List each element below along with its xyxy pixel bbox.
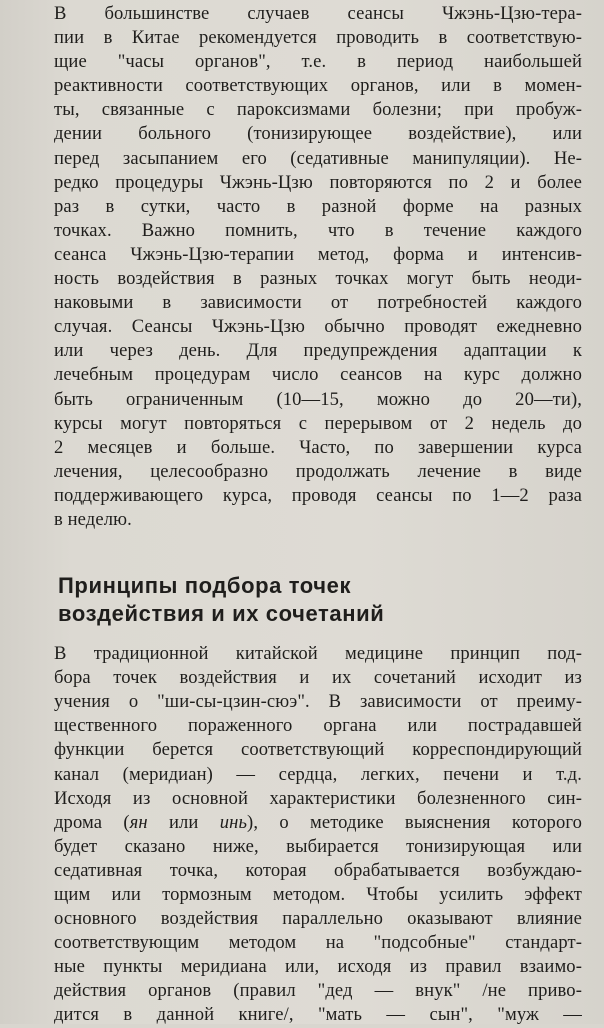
text-line: случая. Сеансы Чжэнь-Цзю обычно проводят ежедневно [54,316,582,338]
text-line: ные пункты меридиана или, исходя из правил взаимо- [54,956,582,978]
text-line: седативная точка, которая обрабатывается возбуждаю- [54,859,582,881]
text-line: поддерживающего курса, проводя сеансы по 1—2 раза [54,484,582,506]
section-heading [54,532,582,628]
text-line: в неделю. [54,508,132,530]
text-line: дится в данной книге/, "мать — сын", "муж — [54,1004,582,1026]
text-line: лечения, целесообразно продолжать лечение в виде [54,460,582,482]
text-line: дении больного (тонизирующее воздействие), или [54,123,582,145]
text-line: В большинстве случаев сеансы Чжэнь-Цзю-тера- [54,3,582,24]
paragraph-sessions [54,0,582,532]
text-line: будет сказано ниже, выбирается тонизирующая или [54,835,582,857]
text-line: функции берется соответствующий корреспондирующий [54,739,582,761]
text-fragment: дрома ( [54,811,130,833]
text-line: ты, связанные с пароксизмами болезни; при пробуж- [54,99,582,121]
text-line: соответствующим методом на "подсобные" стандарт- [54,932,582,954]
text-line: курсы могут повторяться с перерывом от 2 недель до [54,412,582,434]
text-line: лечебным процедурам число сеансов на курс должно [54,364,582,386]
paragraph-principles [54,628,582,1028]
text-line: наковыми в зависимости от потребностей каждого [54,292,582,314]
text-line: или через день. Для предупреждения адаптации к [54,340,582,362]
text-line: щим или тормозным методом. Чтобы усилить эффект [54,884,582,905]
text-line: щие "часы органов", т.е. в период наибольшей [54,51,582,73]
text-fragment: ), о методике выяснения которого [247,811,582,833]
text-line: действия органов (правил "дед — внук" /не приво- [54,980,582,1002]
text-line: Исходя из основной характеристики болезненного син- [54,787,582,809]
text-line: учения о "ши-сы-цзин-сюэ". В зависимости от преиму- [54,691,582,713]
text-line: пии в Китае рекомендуется проводить в соответствую- [54,27,582,49]
text-line: 2 месяцев и больше. Часто, по завершении курса [54,436,582,458]
text-line-yan-yin [54,811,582,835]
term-yan: ян [129,811,148,833]
term-yin: инь [219,811,248,833]
text-fragment: или [147,811,220,833]
text-line: В традиционной китайской медицине принцип под- [54,643,582,665]
text-line: точках. Важно помнить, что в течение каждого [54,219,582,241]
text-line: редко процедуры Чжэнь-Цзю повторяются по 2 и более [54,171,582,193]
heading-line: воздействия и их сочетаний [58,601,385,627]
text-line: ность воздействия в разных точках могут быть неоди- [54,268,582,290]
text-line: сеанса Чжэнь-Цзю-терапии метод, форма и интенсив- [54,243,582,265]
text-line: перед засыпанием его (седативные манипуляции). Не- [54,147,582,169]
text-line: быть ограниченным (10—15, можно до 20—ти), [54,388,582,410]
heading-line: Принципы подбора точек [58,573,352,599]
text-line: основного воздействия параллельно оказывают влияние [54,908,582,930]
text-line: щественного пораженного органа или пострадавшей [54,715,582,737]
text-line: раз в сутки, часто в разной форме на разных [54,195,582,217]
text-line: реактивности соответствующих органов, или в момен- [54,75,582,97]
text-line: бора точек воздействия и их сочетаний исходит из [54,667,582,689]
text-line: канал (меридиан) — сердца, легких, печени и т.д. [54,763,582,785]
